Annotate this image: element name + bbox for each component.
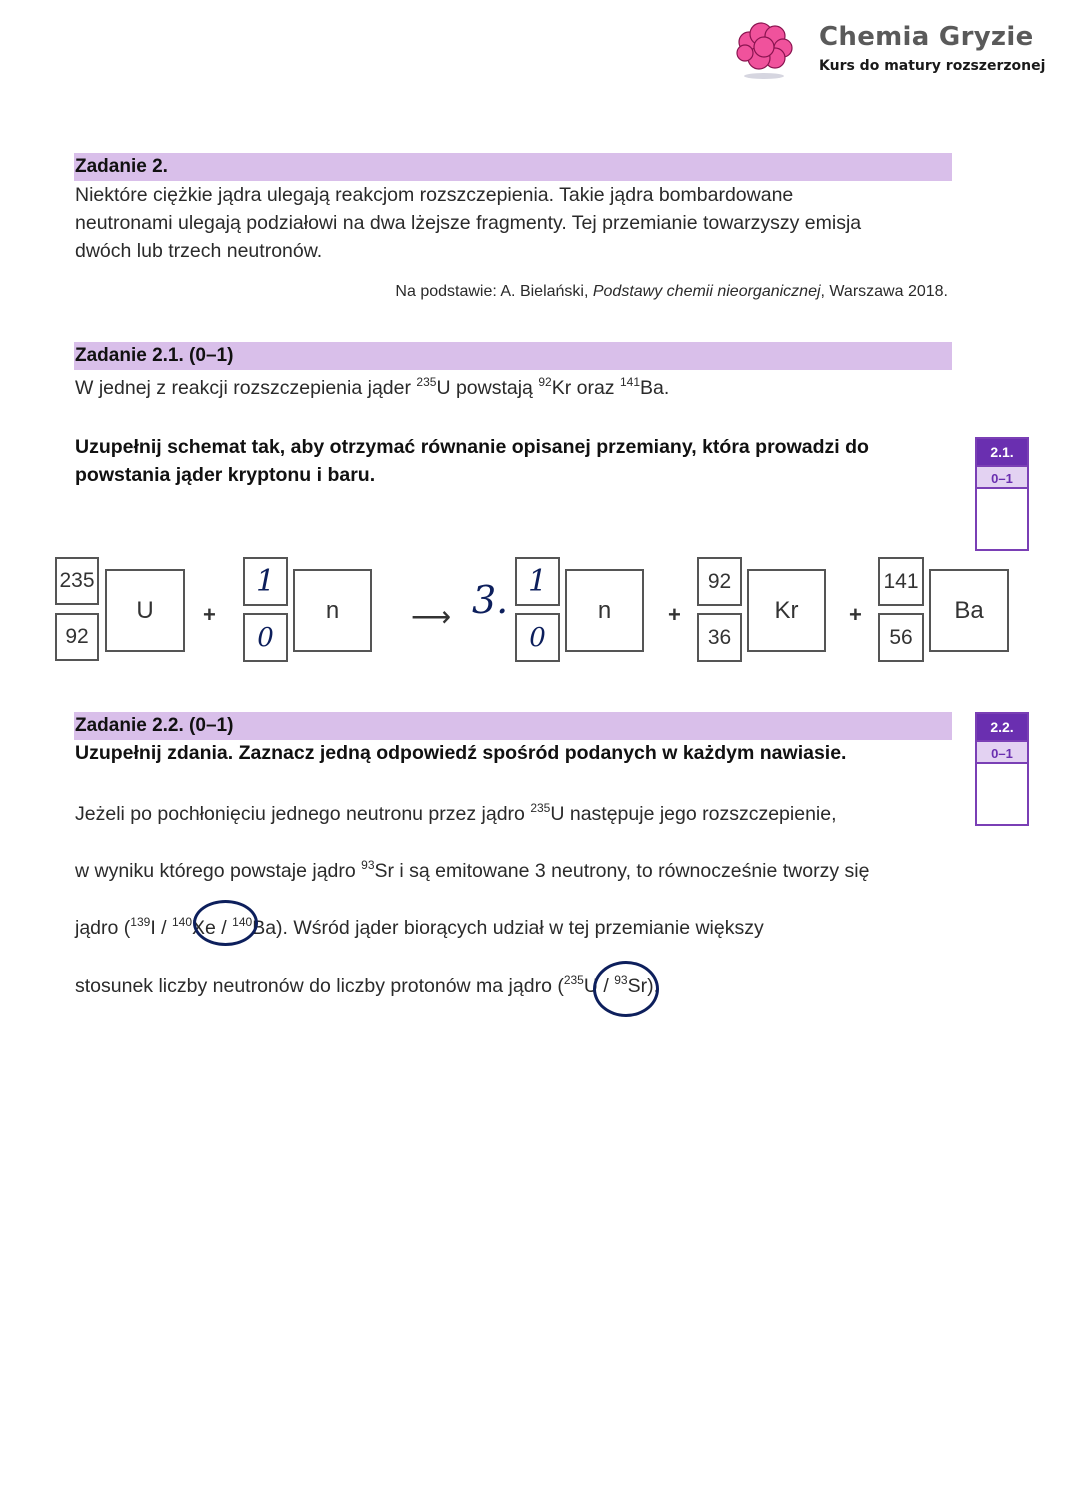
coefficient-field[interactable]: 3. [472,578,509,622]
neutron-in-mass-field[interactable]: 1 [243,557,288,606]
mass-number: 235 [530,801,551,815]
krypton-mass-field[interactable]: 92 [697,557,742,606]
krypton-atomic-field[interactable]: 36 [697,613,742,662]
mass-number: 92 [538,375,552,389]
source-prefix: Na podstawie: A. Bielański, [395,283,593,300]
neutron-out-mass-field[interactable]: 1 [515,557,560,606]
task-2-2-header: Zadanie 2.2. (0–1) [74,712,952,740]
text: Kr oraz [551,377,620,399]
plus-sign: + [668,602,681,627]
instruction-line: powstania jąder kryptonu i baru. [75,464,376,486]
score-range: 0–1 [977,465,1027,489]
brand-logo [733,20,1053,84]
brand-subtitle: Kurs do matury rozszerzonej [819,58,1046,74]
separator: / [155,917,172,939]
score-number: 2.1. [977,439,1027,465]
brain-icon [733,20,795,82]
separator: / [215,917,233,939]
source-title: Podstawy chemii nieorganicznej [592,283,821,300]
element-symbol: U [583,975,598,997]
neutron-out-symbol: n [565,569,644,652]
task-2-2-instruction: Uzupełnij zdania. Zaznacz jedną odpowiedź spośród podanych w każdym nawiasie. [75,742,847,764]
text: jądro ( [75,917,131,939]
task-2-intro [75,181,861,265]
barium-mass-field[interactable]: 141 [878,557,924,606]
instruction-line: Uzupełnij schemat tak, aby otrzymać równanie opisanej przemiany, która prowadzi do [75,436,869,458]
sentence-line-3 [75,914,764,942]
source-suffix: , Warszawa 2018. [820,283,948,300]
element-symbol: I [150,917,156,939]
mass-number: 140 [232,915,253,929]
element-symbol: Ba [252,917,277,939]
text: Sr i są emitowane 3 neutrony, to równocześnie tworzy się [374,860,870,882]
text: U następuje jego rozszczepienie, [550,803,837,825]
element-symbol: Sr [627,975,648,997]
intro-line: dwóch lub trzech neutronów. [75,240,323,262]
mass-number: 141 [619,375,640,389]
task-2-1-statement [75,374,669,402]
task-2-1-instruction [75,433,869,489]
mass-number: 139 [130,915,151,929]
intro-line: neutronami ulegają podziałowi na dwa lżejsze fragmenty. Tej przemianie towarzyszy emisja [75,212,862,234]
text: w wyniku którego powstaje jądro [75,860,362,882]
sentence-line-2 [75,857,869,885]
neutron-in-symbol: n [293,569,372,652]
score-number: 2.2. [977,714,1027,740]
task-2-1-header: Zadanie 2.1. (0–1) [74,342,952,370]
uranium-mass-field[interactable]: 235 [55,557,99,605]
reaction-arrow: ⟶ [411,601,452,632]
barium-atomic-field[interactable]: 56 [878,613,924,662]
score-box-2-1 [975,437,1029,551]
sentence-line-1 [75,800,837,828]
text: ). [647,975,659,997]
barium-symbol: Ba [929,569,1009,652]
neutron-in-atomic-field[interactable]: 0 [243,613,288,662]
option-139i[interactable] [130,917,155,939]
text: W jednej z reakcji rozszczepienia jąder [75,377,417,399]
selection-circle-140xe [193,900,258,946]
separator: / [597,975,615,997]
element-symbol: Xe [192,917,216,939]
krypton-symbol: Kr [747,569,826,652]
intro-line: Niektóre ciężkie jądra ulegają reakcjom rozszczepienia. Takie jądra bombardowane [75,184,794,206]
mass-number: 93 [614,973,628,987]
brand-title: Chemia Gryzie [819,22,1034,52]
text: Jeżeli po pochłonięciu jednego neutronu przez jądro [75,803,531,825]
text: Ba. [640,377,670,399]
task-2-header: Zadanie 2. [74,153,952,181]
uranium-atomic-field[interactable]: 92 [55,613,99,661]
uranium-symbol: U [105,569,185,652]
plus-sign: + [203,602,216,627]
sentence-line-4 [75,972,659,1000]
mass-number: 235 [416,375,437,389]
plus-sign: + [849,602,862,627]
mass-number: 235 [563,973,584,987]
score-range: 0–1 [977,740,1027,764]
mass-number: 93 [361,858,375,872]
mass-number: 140 [172,915,193,929]
text: U powstają [436,377,539,399]
neutron-out-atomic-field[interactable]: 0 [515,613,560,662]
selection-circle-235u [593,961,659,1017]
source-citation [395,283,948,301]
score-box-2-2 [975,712,1029,826]
text: ). Wśród jąder biorących udział w tej przemianie większy [276,917,764,939]
text: stosunek liczby neutronów do liczby protonów ma jądro ( [75,975,564,997]
